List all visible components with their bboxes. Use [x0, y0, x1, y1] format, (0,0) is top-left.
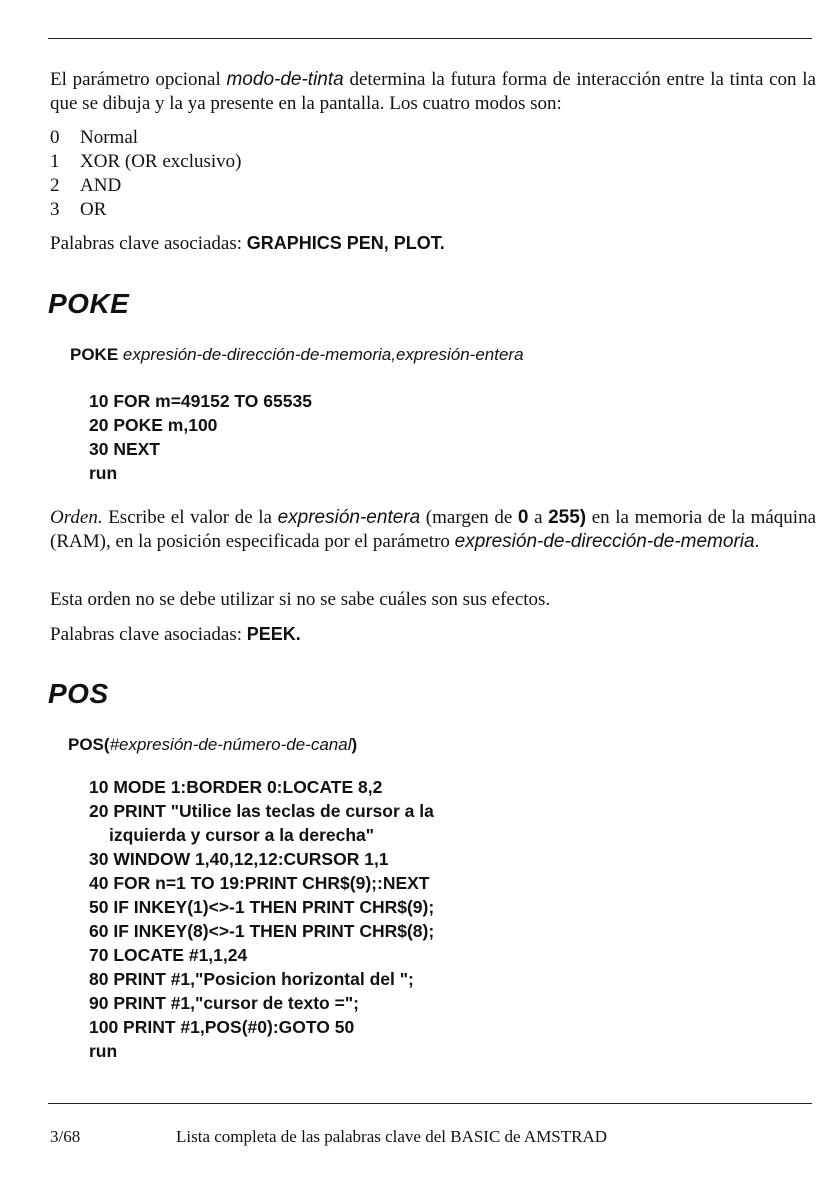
- code-line: 20 POKE m,100: [89, 415, 218, 435]
- pos-code-listing: [89, 775, 434, 1063]
- poke-syntax: POKE expresión-de-dirección-de-memoria,expresión-entera: [70, 345, 524, 364]
- code-line: 60 IF INKEY(8)<>-1 THEN PRINT CHR$(8);: [89, 921, 435, 941]
- code-line: run: [89, 1041, 118, 1061]
- code-line: 30 NEXT: [89, 439, 160, 459]
- top-rule: [48, 38, 812, 39]
- poke-code-listing: [89, 389, 312, 485]
- footer-page-number: 3/68: [50, 1127, 81, 1146]
- pos-heading: POS: [48, 678, 109, 709]
- code-line: izquierda y cursor a la derecha": [109, 825, 375, 845]
- code-line: 50 IF INKEY(1)<>-1 THEN PRINT CHR$(9);: [89, 897, 435, 917]
- code-line: run: [89, 463, 118, 483]
- code-line: 10 MODE 1:BORDER 0:LOCATE 8,2: [89, 777, 383, 797]
- list-item: 0 Normal: [50, 127, 139, 148]
- intro-associated-keywords: Palabras clave asociadas: GRAPHICS PEN, PLOT.: [50, 233, 445, 254]
- code-line: 30 WINDOW 1,40,12,12:CURSOR 1,1: [89, 849, 389, 869]
- bottom-rule: [48, 1103, 812, 1104]
- list-item: 2 AND: [50, 175, 122, 196]
- poke-warning: Esta orden no se debe utilizar si no se sabe cuáles son sus efectos.: [50, 589, 551, 610]
- code-line: 80 PRINT #1,"Posicion horizontal del ";: [89, 969, 414, 989]
- intro-paragraph: [50, 68, 816, 116]
- code-line: 90 PRINT #1,"cursor de texto =";: [89, 993, 359, 1013]
- poke-heading: POKE: [48, 288, 130, 319]
- code-line: 10 FOR m=49152 TO 65535: [89, 391, 312, 411]
- intro-text-a: El parámetro opcional: [50, 69, 227, 90]
- intro-term: modo-de-tinta: [226, 69, 344, 90]
- code-line: 40 FOR n=1 TO 19:PRINT CHR$(9);:NEXT: [89, 873, 430, 893]
- list-item: 3 OR: [50, 199, 107, 220]
- list-item: 1 XOR (OR exclusivo): [50, 151, 242, 172]
- intro-text-b: determina la futura forma de interacción entre la tinta con la que se dibuja y la ya presente en la pantalla. Los cuatro modos son:: [50, 69, 816, 114]
- modes-list: [50, 126, 450, 222]
- poke-associated-keywords: Palabras clave asociadas: PEEK.: [50, 624, 301, 645]
- code-line: 100 PRINT #1,POS(#0):GOTO 50: [89, 1017, 355, 1037]
- footer-title: Lista completa de las palabras clave del BASIC de AMSTRAD: [176, 1127, 608, 1146]
- pos-syntax: POS(#expresión-de-número-de-canal): [68, 735, 358, 754]
- code-line: 70 LOCATE #1,1,24: [89, 945, 248, 965]
- code-line: 20 PRINT "Utilice las teclas de cursor a la: [89, 801, 434, 821]
- poke-description: Orden. Escribe el valor de la expresión-entera (margen de 0 a 255) en la memoria de la máquina (RAM), en la posición especificada por el parámetro expresión-de-dirección-de-memoria.: [50, 507, 817, 552]
